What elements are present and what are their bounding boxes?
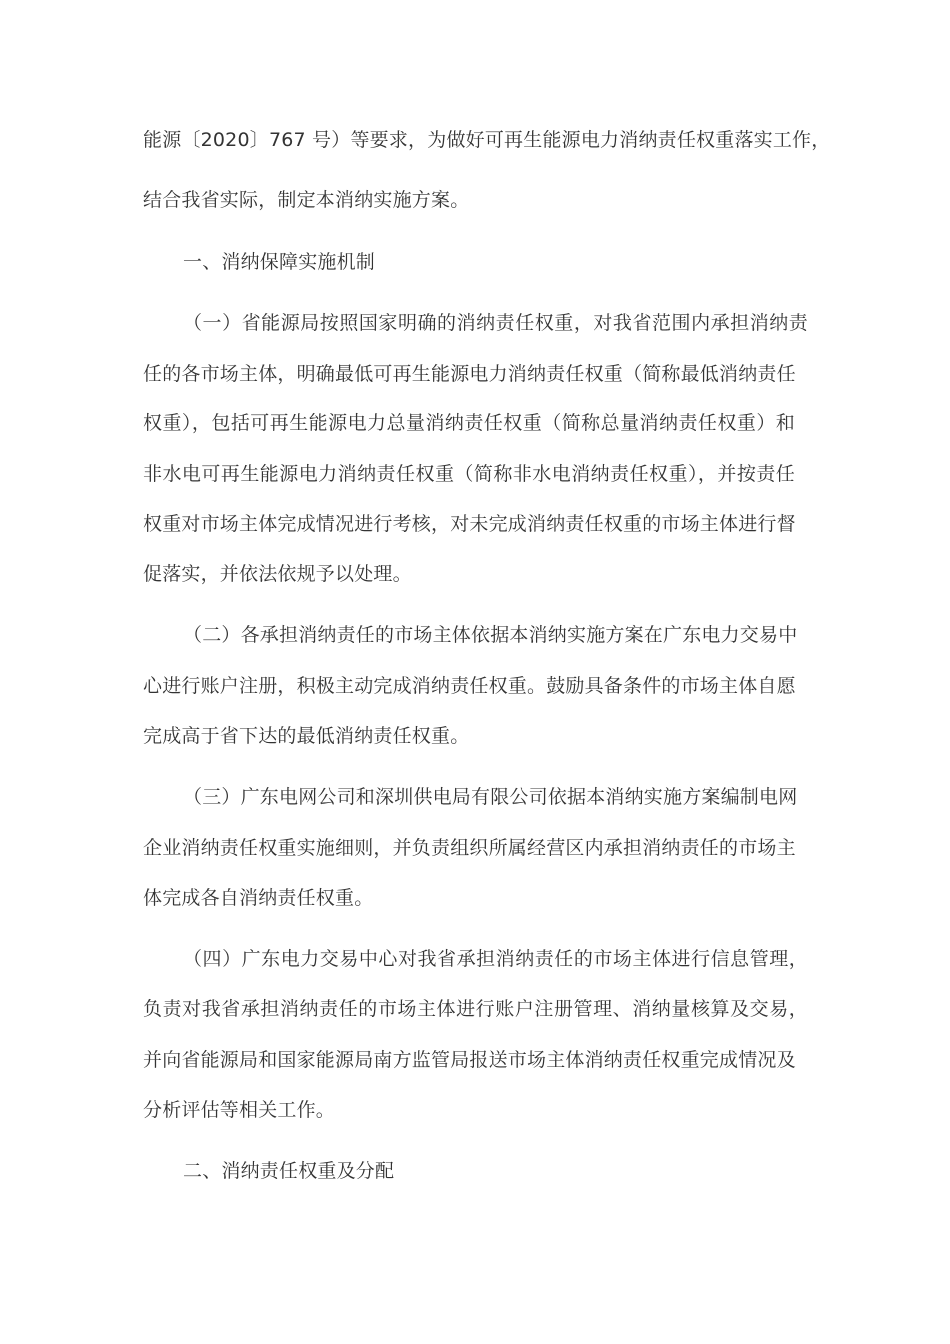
p1-line-3: 权重），包括可再生能源电力总量消纳责任权重（简称总量消纳责任权重）和 <box>143 412 795 434</box>
section-heading-1: 一、消纳保障实施机制 <box>183 251 376 273</box>
p1-line-6: 促落实，并依法依规予以处理。 <box>143 563 412 585</box>
p1-line-4: 非水电可再生能源电力消纳责任权重（简称非水电消纳责任权重），并按责任 <box>143 463 795 485</box>
p3-line-3: 体完成各自消纳责任权重。 <box>143 887 374 909</box>
p1-line-1: （一）省能源局按照国家明确的消纳责任权重，对我省范围内承担消纳责 <box>183 312 808 334</box>
p1-line-5: 权重对市场主体完成情况进行考核，对未完成消纳责任权重的市场主体进行督 <box>143 513 796 535</box>
intro-line-2: 结合我省实际，制定本消纳实施方案。 <box>143 189 470 211</box>
section-heading-2: 二、消纳责任权重及分配 <box>183 1160 395 1182</box>
p1-line-2: 任的各市场主体，明确最低可再生能源电力消纳责任权重（简称最低消纳责任 <box>143 363 796 385</box>
p3-line-1: （三）广东电网公司和深圳供电局有限公司依据本消纳实施方案编制电网 <box>183 786 798 808</box>
p3-line-2: 企业消纳责任权重实施细则，并负责组织所属经营区内承担消纳责任的市场主 <box>143 837 796 859</box>
p2-line-3: 完成高于省下达的最低消纳责任权重。 <box>143 725 470 747</box>
p4-line-2: 负责对我省承担消纳责任的市场主体进行账户注册管理、消纳量核算及交易， <box>143 998 808 1020</box>
p4-line-3: 并向省能源局和国家能源局南方监管局报送市场主体消纳责任权重完成情况及 <box>143 1049 796 1071</box>
intro-line-1: 能源〔2020〕767 号）等要求，为做好可再生能源电力消纳责任权重落实工作， <box>143 129 831 151</box>
p2-line-2: 心进行账户注册，积极主动完成消纳责任权重。鼓励具备条件的市场主体自愿 <box>143 675 796 697</box>
p2-line-1: （二）各承担消纳责任的市场主体依据本消纳实施方案在广东电力交易中 <box>183 624 798 646</box>
p4-line-4: 分析评估等相关工作。 <box>143 1099 336 1121</box>
p4-line-1: （四）广东电力交易中心对我省承担消纳责任的市场主体进行信息管理， <box>183 948 808 970</box>
